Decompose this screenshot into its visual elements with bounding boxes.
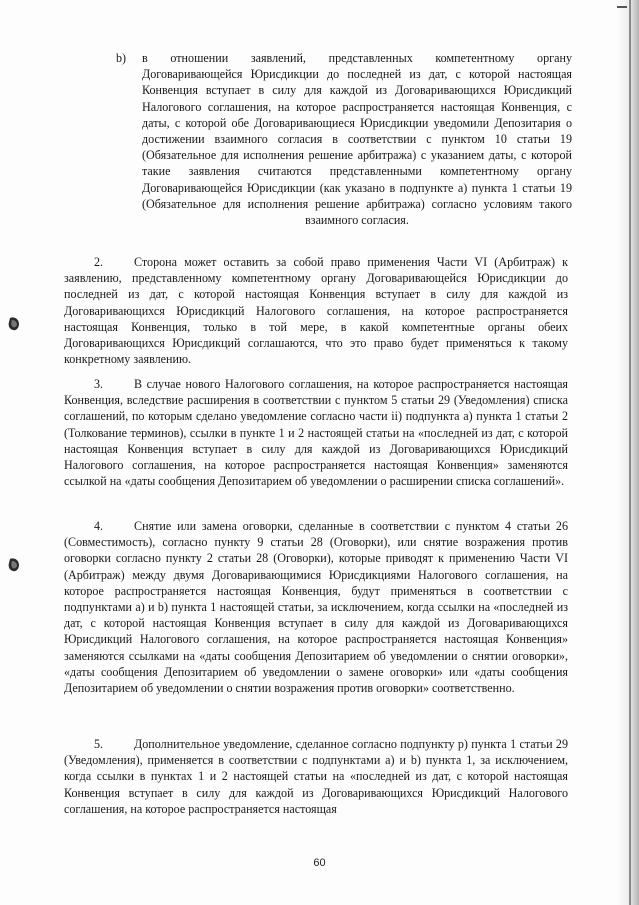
paragraph-5 (64, 736, 568, 817)
paragraph-number: 3. (94, 377, 104, 391)
subparagraph-b (116, 50, 572, 228)
page-number: 60 (313, 857, 326, 869)
page-edge-shadow (617, 0, 639, 905)
paragraph-number: 5. (94, 737, 104, 751)
subparagraph-marker: b) (116, 51, 127, 65)
subparagraph-text: в отношении заявлений, представленных компетентному органу Договаривающейся Юрисдикции до последней из дат, с которой настоящая Конвенция вступает в силу для каждой из Договаривающихся Юрисдикций Налогового соглашения, на которое распространяется настоящая Конвенция, с даты, с которой обе Договаривающиеся Юрисдикции уведомили Депозитария о достижении взаимного согласия в соответствии с пунктом 10 статьи 19 (Обязательное для исполнения решение арбитража) с указанием даты, с которой такие заявления считаются представленными компетентному органу Договаривающейся Юрисдикции (как указано в подпункте а) пункта 1 статьи 19 (Обязательное для исполнения решение арбитража) согласно условиям такого взаимного согласия. (142, 51, 572, 228)
paragraph-text: Сторона может оставить за собой право применения Части VI (Арбитраж) к заявлению, представленному компетентному органу Договаривающейся Юрисдикции до последней из дат, с которой настоящая Конвенция вступает в силу для каждой из Договаривающихся Юрисдикций Налогового соглашения, на которое распространяется настоящая Конвенция, только в той мере, в какой компетентные органы обеих Договаривающихся Юрисдикций соглашаются, что это право будет применяться к такому конкретному заявлению. (64, 255, 568, 367)
paragraph-text: Снятие или замена оговорки, сделанные в соответствии с пунктом 4 статьи 26 (Совместимость), согласно пункту 9 статьи 28 (Оговорки), или снятие возражения против оговорки согласно пункту 2 статьи 28 (Оговорки), которые приводят к применению Части VI (Арбитраж) между двумя Договаривающимися Юрисдикциями Налогового соглашения, на которое распространяется настоящая Конвенция, будут применяться в соответствии с подпунктами а) и b) пункта 1 настоящей статьи, за исключением, когда ссылки на «последней из дат, с которой настоящая Конвенция вступает в силу для каждой из Договаривающихся Юрисдикций Налогового соглашения, на которое распространяется настоящая Конвенция» заменяются ссылками на «даты сообщения Депозитарием об уведомлении о снятии оговорки», «даты сообщения Депозитарием об уведомлении о замене оговорки» или «даты сообщения Депозитарием об уведомлении о снятии возражения против оговорки» соответственно. (64, 519, 568, 696)
page-edge-line (629, 0, 631, 905)
paragraph-2 (64, 254, 568, 367)
punch-hole-icon (7, 316, 21, 332)
corner-mark (617, 6, 627, 8)
paragraph-text: Дополнительное уведомление, сделанное согласно подпункту р) пункта 1 статьи 29 (Уведомления), применяется в соответствии с подпунктами а) и b) пункта 1, за исключением, когда ссылки в пунктах 1 и 2 настоящей статьи на «последней из дат, с которой настоящая Конвенция вступает в силу для каждой из Договаривающихся Юрисдикций Налогового соглашения, на которое распространяется настоящая (64, 737, 568, 816)
punch-hole-icon (7, 557, 21, 573)
paragraph-4 (64, 518, 568, 696)
paragraph-number: 2. (94, 255, 104, 269)
paragraph-3 (64, 376, 568, 489)
paragraph-number: 4. (94, 519, 104, 533)
paragraph-text: В случае нового Налогового соглашения, на которое распространяется настоящая Конвенция, вследствие расширения в соответствии с пунктом 5 статьи 29 (Уведомления) списка соглашений, по которым сделано уведомление согласно части ii) подпункта а) пункта 1 статьи 2 (Толкование терминов), ссылки в пункте 1 и 2 настоящей статьи на «последней из дат, с которой настоящая Конвенция вступает в силу для каждой из Договаривающихся Юрисдикций Налогового соглашения, на которое распространяется настоящая Конвенция» заменяются ссылкой на «даты сообщения Депозитарием об уведомлении о расширении списка соглашений». (64, 377, 568, 489)
